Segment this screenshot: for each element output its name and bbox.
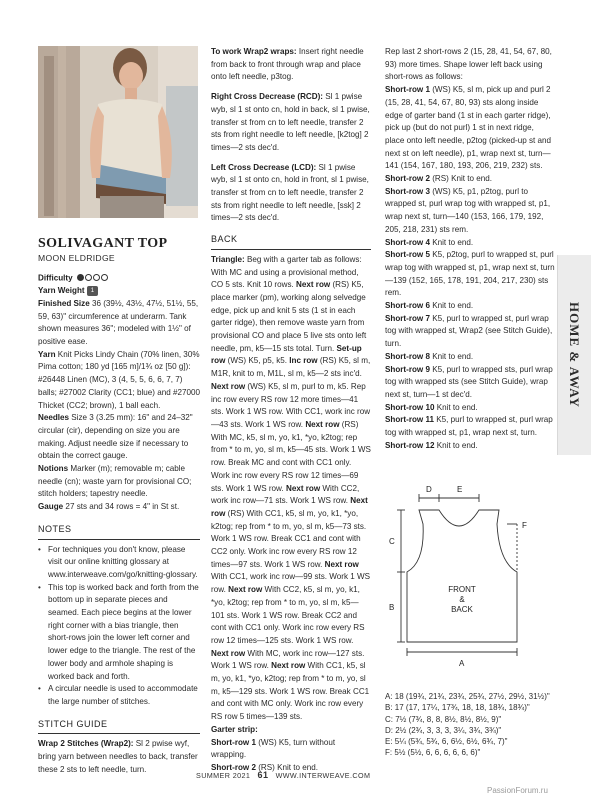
difficulty-circle-filled-icon [77, 274, 84, 281]
short-row-6 [385, 300, 555, 313]
short-row-text: (RS) Knit to end. [255, 762, 319, 772]
page-footer [196, 770, 436, 780]
next-row-text: With CC2, k5, sl m, yo, k1, *yo, k2tog; rep from * to m, yo, sl m, k5—101 sts. Work 1 WS row. Break CC2 and cont with CC1 only. Work inc row every RS row 12 times—125 sts. Work 1 WS row. [211, 585, 365, 645]
setup-row-label: Set-up row [211, 343, 362, 366]
rcd-def [211, 91, 371, 155]
short-row-1 [385, 84, 555, 173]
short-row-4 [385, 237, 555, 250]
setup-row-text: (WS) K5, p5, k5. [225, 356, 290, 366]
yarn-spec [38, 349, 200, 413]
next-row-text: (RS) With MC, k5, sl m, yo, k1, *yo, k2tog; rep from * to m, yo, sl m, k5—45 sts. Work 1 WS row. Break MC and cont with CC1 only. Work inc row every RS row 12 times—69 sts. Work 1 WS row. [211, 419, 371, 493]
short-row-text: Knit to end. [429, 351, 474, 361]
yarn-label: Yarn [38, 349, 56, 359]
needles-text: Size 3 (3.25 mm): 16" and 24–32" circular (cir), depending on size you are making. Adjust needle size if necessary to obtain the correct gauge. [38, 413, 193, 461]
next-row-label: Next row [271, 661, 306, 671]
short-row-label: Short-row 2 [211, 762, 256, 772]
needles-label: Needles [38, 413, 70, 423]
column-right [385, 46, 555, 453]
short-row-text: (RS) Knit to end. [429, 174, 493, 184]
short-row-10 [385, 402, 555, 415]
short-row-text: K5, purl to wrapped st, purl wrap tog with wrapped st, Wrap2 (see Stitch Guide), turn. [385, 313, 553, 349]
short-row-text: Knit to end. [434, 402, 478, 412]
notes-list [38, 544, 200, 709]
inc-row-label: Inc row [289, 356, 318, 366]
short-row-label: Short-row 1 [385, 85, 430, 95]
short-row-text: (WS) K5, sl m, pick up and purl 2 (15, 28, 41, 54, 67, 80, 93) sts along inside edge of garter band (1 st in each garter ridge), pick up (but do not purl) 1 st in next ridge, place onto left needle, p2tog (picked-up st and next st on left needle), p1, wrap next st, turn—141 (154, 167, 180, 193, 206, 219, 232) sts. [385, 85, 552, 171]
notes-rule [38, 539, 200, 540]
short-row-12 [385, 440, 555, 453]
next-row-label: Next row [285, 483, 321, 493]
stitch-guide-rule [38, 733, 200, 734]
next-row-label: Next row [228, 585, 263, 595]
designer-name: MOON ELDRIDGE [38, 253, 115, 263]
schematic-center-label: FRONT [448, 585, 476, 594]
model-photo-art [38, 46, 198, 218]
gauge-text: 27 sts and 34 rows = 4" in St st. [63, 502, 180, 512]
yarn-weight-badge-icon: 1 [87, 286, 98, 296]
back-rule [211, 249, 371, 250]
garter-strip-label: Garter strip: [211, 724, 258, 734]
dim-e-label: E [457, 485, 463, 494]
column-middle [211, 46, 371, 775]
short-row-label: Short-row 11 [385, 415, 435, 425]
short-row-label: Short-row 12 [385, 440, 435, 450]
lcd-text: Sl 1 pwise wyb, sl 1 st onto cn, hold in front, sl 1 pwise, transfer st from cn to left needle, transfer 2 sts from right needle to left needle, [ssk] 2 times—2 sts dec'd. [211, 162, 369, 223]
back-instructions [211, 254, 371, 724]
wrap2-def [38, 738, 200, 776]
finished-size-text: 36 (39½, 43½, 47½, 51½, 55, 59, 63)" circumference at underarm. Tank shown measures 36"; modeled with 1½" of positive ease. [38, 298, 199, 347]
short-row-text: (WS) K5, p1, p2tog, purl to wrapped st, purl wrap tog with wrapped st, p1, wrap next st, turn—140 (153, 166, 179, 192, 205, 218, 231) sts rem. [385, 186, 551, 234]
yarn-weight-label: Yarn Weight [38, 286, 85, 296]
wrap2-work-text: Insert right needle from back to front through wrap and place onto left needle, p3tog. [211, 47, 364, 82]
next-row-text: With CC1, work inc row—99 sts. Work 1 WS row. [211, 572, 371, 595]
next-row-text: With CC2, work inc row—71 sts. Work 1 WS row. [211, 483, 360, 506]
difficulty-line [38, 272, 200, 285]
column-left [38, 236, 200, 777]
short-row-text: K5, purl to wrapped st, purl wrap tog with wrapped st, p1, wrap next st, turn. [385, 415, 553, 438]
list-item: • A circular needle is used to accommodate the large number of stitches. [38, 683, 200, 708]
short-row-label: Short-row 8 [385, 351, 430, 361]
back-heading: BACK [211, 234, 238, 245]
triangle-label: Triangle: [211, 254, 245, 264]
dim-d-label: D [426, 485, 432, 494]
section-tab-label: HOME & AWAY [567, 302, 582, 408]
list-item: B: 17 (17, 17¼, 17¾, 18, 18, 18¾, 18¾)" [385, 703, 530, 713]
next-row-label: Next row [211, 496, 368, 518]
short-row-7 [385, 313, 555, 351]
schematic-center-label: & [459, 595, 465, 604]
notions-text: Marker (m); removable m; cable needle (cn); waste yarn for provisional CO; stitch holders; tapestry needle. [38, 464, 192, 499]
list-item: A: 18 (19¾, 21¾, 23¾, 25¾, 27½, 29½, 31½)" [385, 692, 550, 701]
short-row-text: (WS) K5, turn without wrapping. [211, 737, 336, 760]
next-row-label: Next row [211, 381, 246, 391]
triangle-text: Beg with a garter tab as follows: With MC and using a provisional method, CO 5 sts. Knit 10 rows. [211, 254, 362, 290]
difficulty-circle-open-icon [93, 274, 100, 281]
short-row-label: Short-row 1 [211, 737, 256, 747]
yarn-weight-line [38, 285, 200, 298]
lcd-def [211, 162, 371, 226]
list-item: • This top is worked back and forth from the bottom up in separate pieces and seamed. Each piece begins at the lower right corner with a bias triangle, then short-rows join the lower left corner and lower edge to the triangle. The rest of the lower body and armhole shaping is worked back and forth. [38, 582, 200, 684]
measurements-list [385, 691, 555, 759]
footer-site: WWW.INTERWEAVE.COM [275, 771, 371, 780]
short-row-label: Short-row 3 [385, 186, 430, 196]
short-row-label: Short-row 2 [385, 174, 430, 184]
next-row-text: With MC, work inc row—127 sts. Work 1 WS row. [211, 648, 365, 671]
short-row-label: Short-row 9 [385, 364, 430, 374]
stitch-guide-heading: STITCH GUIDE [38, 718, 108, 729]
wrap2-work-def [211, 46, 371, 84]
inc-row-text: (RS) K5, sl m, M1R, knit to m, M1L, sl m, k5—2 sts inc'd. [211, 356, 371, 379]
notes-heading: NOTES [38, 523, 72, 534]
garment-outline [407, 510, 517, 642]
next-row-label: Next row [296, 280, 331, 290]
list-item: D: 2½ (2¾, 3, 3, 3, 3¼, 3¾, 3¾)" [385, 725, 502, 735]
yarn-text: Knit Picks Lindy Chain (70% linen, 30% Pima cotton; 180 yd [165 m]/1¾ oz [50 g]): #26448 Linen (MC), 3 (4, 5, 5, 6, 6, 7, 7) balls; #27002 Clarity (CC1; blue) and #27000 Thicket (CC2; brown), 1 ball each. [38, 349, 200, 410]
gauge-spec [38, 501, 200, 514]
wrap2-work-label: To work Wrap2 wraps: [211, 47, 297, 56]
short-row-8 [385, 351, 555, 364]
difficulty-circle-open-icon [85, 274, 92, 281]
short-row-label: Short-row 4 [385, 237, 430, 247]
short-row-2 [385, 173, 555, 186]
garter-short-row-1 [211, 737, 371, 762]
needles-spec [38, 412, 200, 463]
short-row-11 [385, 414, 555, 439]
footer-season: SUMMER 2021 [196, 771, 251, 780]
list-item: C: 7½ (7¾, 8, 8, 8½, 8½, 8½, 9)" [385, 714, 502, 724]
difficulty-label: Difficulty [38, 273, 73, 283]
next-row-text: With CC1, k5, sl m, yo, k1, *yo, k2tog; rep from * to m, yo, sl m, k5—129 sts. Work 1 WS row. Break CC1 and cont with MC only. Work inc row every RS row 5 times—139 sts. [211, 661, 370, 722]
dim-b-label: B [389, 603, 395, 612]
dim-c-label: C [389, 537, 395, 546]
list-item: E: 5¼ (5¾, 5¾, 6, 6½, 6½, 6¾, 7)" [385, 737, 508, 747]
list-item: • For techniques you don't know, please visit our online knitting glossary at www.interweave.com/go/knitting-glossary. [38, 544, 200, 582]
next-row-text: (RS) K5, place marker (pm), working along selvedge edge, pick up and knit 5 sts (1 st in each garter ridge), then remove waste yarn from provisional CO and place 5 live sts onto left needle, pm, k5—15 sts total. Turn. [211, 280, 367, 353]
page-number: 61 [257, 770, 269, 780]
next-row-label: Next row [211, 648, 246, 658]
next-row-label: Next row [305, 419, 340, 429]
short-row-label: Short-row 7 [385, 313, 430, 323]
short-row-intro: Rep last 2 short-rows 2 (15, 28, 41, 54, 67, 80, 93) more times. Shape lower left back using short-rows as follows: [385, 47, 552, 82]
short-row-label: Short-row 6 [385, 301, 430, 311]
short-row-3 [385, 186, 555, 237]
model-photo [38, 46, 198, 218]
short-row-text: K5, purl to wrapped sts, purl wrap tog with wrapped sts (see Stitch Guide), wrap next st, turn—1 st dec'd. [385, 364, 553, 399]
difficulty-icon [77, 272, 109, 285]
schematic-center-label: BACK [451, 605, 473, 614]
next-row-text: (WS) K5, sl m, purl to m, k5. Rep inc row every RS row 12 more times—41 sts. Work 1 WS row. With CC1, work inc row—43 sts. Work 1 WS row. [211, 381, 371, 429]
short-row-text: K5, p2tog, purl to wrapped st, purl wrap tog with wrapped st, p1, wrap next st, turn—139 (152, 165, 178, 191, 204, 217, 230) sts rem. [385, 250, 555, 298]
pattern-title: SOLIVAGANT TOP [38, 236, 168, 251]
short-row-9 [385, 364, 555, 402]
difficulty-circle-open-icon [101, 274, 108, 281]
wrap2-text: Sl 2 pwise wyf, bring yarn between needles to back, transfer these 2 sts to left needle, turn. [38, 739, 198, 774]
short-row-5 [385, 249, 555, 300]
lcd-label: Left Cross Decrease (LCD): [211, 162, 317, 172]
gauge-label: Gauge [38, 502, 64, 512]
wrap2-label: Wrap 2 Stitches (Wrap2): [38, 739, 134, 749]
dim-a-label: A [459, 659, 465, 668]
list-item: F: 5½ (5½, 6, 6, 6, 6, 6, 6)" [385, 748, 481, 758]
next-row-text: (RS) With CC1, k5, sl m, yo, k1, *yo, k2tog; rep from * to m, yo, sl m, k5—73 sts. Work 1 WS row. Break CC1 and cont with CC2 only. Work inc row every RS row 12 times—97 sts. Work 1 WS row. [211, 508, 367, 569]
short-row-text: Knit to end. [429, 237, 474, 247]
dim-f-label: F [522, 521, 527, 530]
rcd-text: Sl 1 pwise wyb, sl 1 st onto cn, hold in back, sl 1 pwise, transfer st from cn to left needle, transfer 2 sts from right needle to left needle, [k2tog] 2 times—2 sts dec'd. [211, 92, 370, 152]
watermark: PassionForum.ru [487, 786, 548, 795]
short-row-label: Short-row 10 [385, 402, 435, 412]
short-row-text: Knit to end. [434, 440, 478, 450]
next-row-label: Next row [324, 559, 359, 569]
short-row-text: Knit to end. [429, 301, 474, 311]
notions-label: Notions [38, 464, 69, 474]
finished-size [38, 298, 200, 349]
notions-spec [38, 463, 200, 501]
garment-schematic [385, 480, 535, 680]
short-row-label: Short-row 5 [385, 250, 430, 260]
rcd-label: Right Cross Decrease (RCD): [211, 92, 323, 102]
finished-size-label: Finished Size [38, 298, 90, 308]
